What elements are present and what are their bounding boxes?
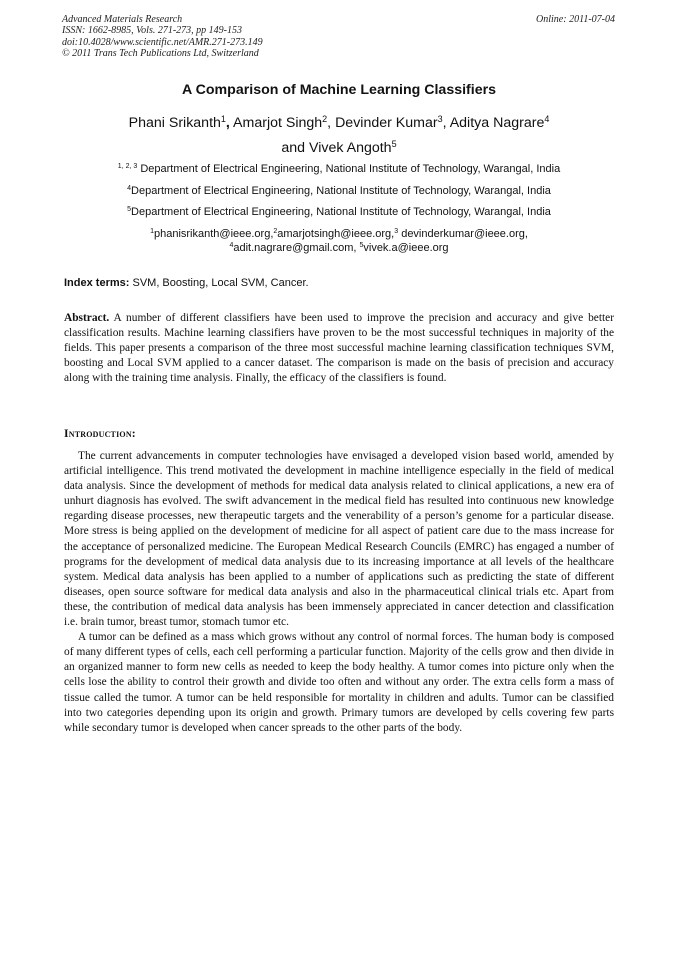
author-sup: 3	[437, 114, 443, 125]
email: devinderkumar@ieee.org,	[398, 228, 528, 240]
email-sup: 3	[394, 228, 399, 236]
email-sup: 5	[359, 242, 364, 250]
affiliation	[0, 206, 678, 218]
journal-header	[62, 14, 615, 59]
abstract-label: Abstract.	[64, 312, 110, 324]
author-sup: 2	[322, 114, 328, 125]
email-sup: 4	[229, 242, 234, 250]
paper-title: A Comparison of Machine Learning Classifiers	[181, 82, 497, 98]
affiliation-sup: 4	[127, 185, 132, 193]
author-name: Devinder Kumar	[335, 115, 438, 131]
introduction-heading: Introduction:	[64, 427, 136, 440]
author-name: Amarjot Singh	[233, 115, 323, 131]
author-name: Phani Srikanth	[128, 115, 221, 131]
index-terms-label: Index terms:	[64, 277, 130, 289]
index-terms	[64, 277, 309, 289]
email-line-1	[0, 227, 678, 241]
author-sup: 4	[544, 114, 550, 125]
affiliation-sup: 5	[127, 206, 132, 214]
author-list	[0, 111, 678, 161]
author-line-1: Phani Srikanth$^1$, Amarjot Singh$^2$, Devinder Kumar$^3$, Aditya Nagrare$^4$	[128, 114, 550, 131]
copyright-line: © 2011 Trans Tech Publications Ltd, Switzerland	[62, 47, 259, 59]
paragraph: The current advancements in computer technologies have envisaged a developed vision based world, amended by artificial intelligence. This trend motivated the development in machine intelligence especially in the field of medical data analysis. Since the development of methods for medical data analysis related to clinical applications, a new era of unhurt diagnosis has evolved. The swift advancement in the medical field has resulted into continuous new knowledge regarding disease processes, new therapeutic targets and the venerability of a person’s genome for a particular disease. More stress is being applied on the development of medicine for all aspect of patient care due to the mass increase for the acceptance of personalized medicine. The European Medical Research Councils (EMRC) has engaged a number of programs for the development of medical data analysis due to its increasing importance at all levels of the healthcare system. Medical data analysis has been applied to a number of applications such as predicting the state of different diseases, open source software for medical data analysis and also in the pharmaceutical clinical trials etc. Apart from these, the contribution of medical data analysis has been immensely appreciated in cancer detection and classification i.e. brain tumor, breast tumor, stomach tumor etc.	[64, 450, 614, 629]
paragraph: A tumor can be defined as a mass which grows without any control of normal forces. The human body is composed of many different types of cells, each cell performing a particular function. Majority of the cells grow and then divide in an organized manner to form new cells as needed to keep the body healthy. A tumor comes into picture only when the cells lose the ability to control their growth and divide too often and without any order. The extra cells form a mass of tissue called the tumor. A tumor can be held responsible for mortality in children and adults. Tumor can be classified into two categories depending upon its origin and growth. Primary tumors are developed by cells covering few parts while secondary tumor is developed when cancer spreads to the other parts of the body.	[64, 631, 614, 734]
email: vivek.a@ieee.org	[363, 242, 449, 254]
author-conjunction: and	[281, 140, 306, 156]
email-list	[0, 227, 678, 255]
email: amarjotsingh@ieee.org,	[277, 228, 395, 240]
introduction-body	[64, 449, 614, 736]
affiliation-text: Department of Electrical Engineering, National Institute of Technology, Warangal, India	[131, 206, 551, 218]
abstract	[64, 311, 614, 386]
author-name: Vivek Angoth	[309, 140, 392, 156]
issn-line: ISSN: 1662-8985, Vols. 271-273, pp 149-153	[62, 25, 242, 37]
email: adit.nagrare@gmail.com,	[233, 242, 360, 254]
email: phanisrikanth@ieee.org,	[153, 228, 274, 240]
affiliation-text: Department of Electrical Engineering, National Institute of Technology, Warangal, India	[140, 163, 561, 175]
journal-name: Advanced Materials Research	[62, 14, 183, 25]
email-line-2	[0, 241, 678, 255]
doi-line: doi:10.4028/www.scientific.net/AMR.271-273.149	[62, 36, 263, 48]
email-sup: 2	[273, 228, 278, 236]
author-line-2	[0, 136, 678, 161]
affiliation	[0, 185, 678, 197]
email-sup: 1	[150, 228, 154, 236]
affiliation-text: Department of Electrical Engineering, National Institute of Technology, Warangal, India	[131, 185, 551, 197]
online-date: Online: 2011-07-04	[536, 14, 615, 25]
author-name: Aditya Nagrare	[449, 115, 545, 131]
author-sup: 1	[220, 114, 226, 125]
affiliation	[0, 163, 678, 175]
abstract-text: A number of different classifiers have been used to improve the precision and accuracy and give better classification results. Machine learning classifiers have proven to be the most successful techniques in majority of the fields. This paper presents a comparison of the three most successful machine learning classification techniques SVM, boosting and Local SVM applied to a cancer dataset. The comparison is made on the basis of precision and accuracy along with the training time analysis. Finally, the efficacy of the classifiers is found.	[64, 312, 614, 385]
author-sup: 5	[391, 139, 397, 150]
affiliation-sup: 1, 2, 3	[117, 163, 138, 171]
index-terms-text: SVM, Boosting, Local SVM, Cancer.	[129, 277, 309, 289]
